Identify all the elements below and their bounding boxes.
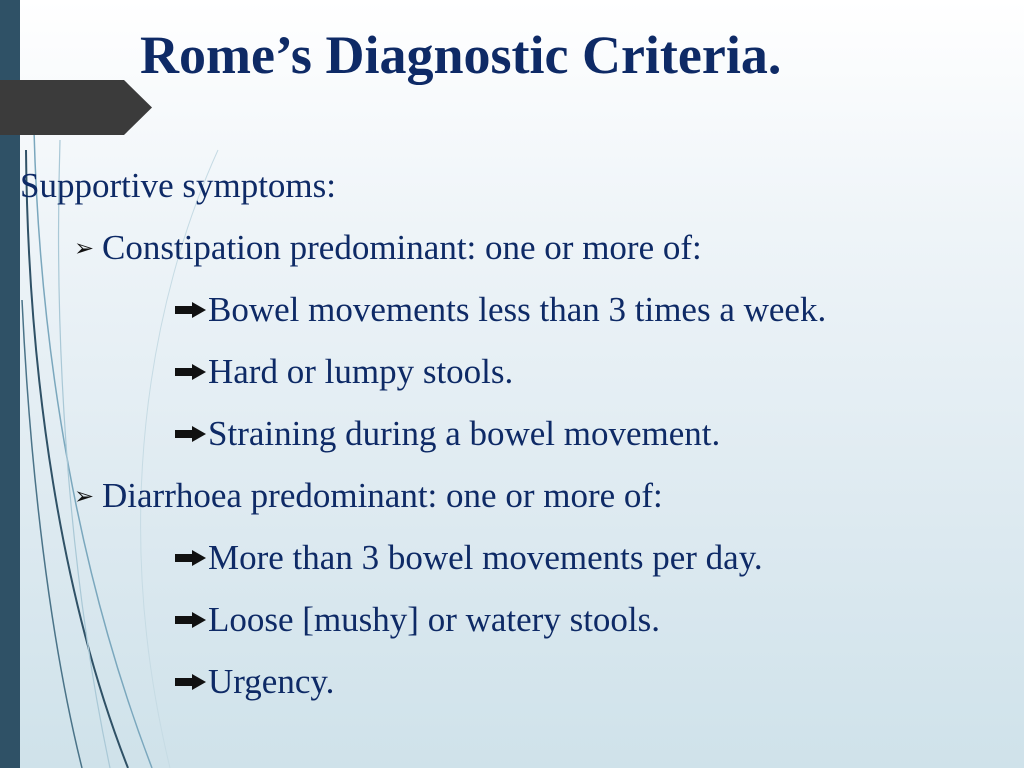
list-item: Loose [mushy] or watery stools. <box>174 602 660 637</box>
arrowhead-bullet-icon: ➢ <box>74 482 95 510</box>
section-heading-diarrhoea: ➢ Diarrhoea predominant: one or more of: <box>74 476 663 515</box>
arrowhead-bullet-icon: ➢ <box>74 234 95 262</box>
intro-text: Supportive symptoms: <box>20 166 336 205</box>
pointing-arrow-bullet-icon <box>174 300 208 320</box>
section-heading-constipation: ➢ Constipation predominant: one or more of: <box>74 228 702 267</box>
list-item: Bowel movements less than 3 times a week. <box>174 292 826 327</box>
list-item: Hard or lumpy stools. <box>174 354 513 389</box>
pointing-arrow-bullet-icon <box>174 610 208 630</box>
list-item: Straining during a bowel movement. <box>174 416 720 451</box>
list-item: Urgency. <box>174 664 334 699</box>
slide-title: Rome’s Diagnostic Criteria. <box>140 25 782 85</box>
title-accent-tab <box>0 80 152 135</box>
pointing-arrow-bullet-icon <box>174 548 208 568</box>
pointing-arrow-bullet-icon <box>174 424 208 444</box>
pointing-arrow-bullet-icon <box>174 672 208 692</box>
pointing-arrow-bullet-icon <box>174 362 208 382</box>
list-item: More than 3 bowel movements per day. <box>174 540 763 575</box>
